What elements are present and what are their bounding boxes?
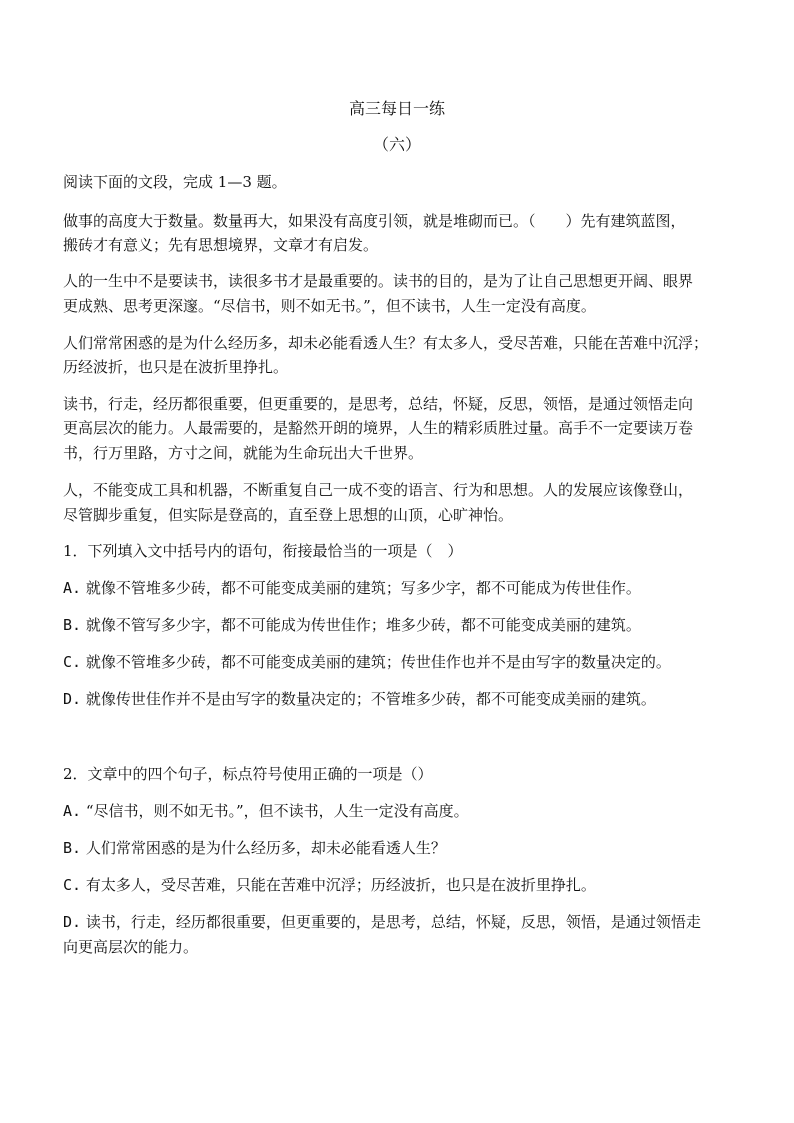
question-1-option-d [63, 689, 743, 709]
passage-line: 搬砖才有意义；先有思想境界，文章才有启发。 [63, 236, 379, 254]
passage-line: 尽管脚步重复，但实际是登高的，直至登上思想的山顶，心旷神怡。 [63, 506, 514, 524]
question-1-option-a [63, 578, 743, 598]
option-letter: D. [63, 690, 82, 708]
question-1-option-b [63, 615, 743, 635]
question-2-option-b [63, 838, 743, 858]
option-text: 有太多人，受尽苦难，只能在苦难中沉浮；历经波折，也只是在波折里挣扎。 [85, 876, 596, 894]
option-letter: D. [63, 913, 82, 931]
passage-line: 历经波折，也只是在波折里挣扎。 [63, 358, 289, 376]
option-letter: A. [63, 802, 82, 820]
passage-line: 做事的高度大于数量。数量再大，如果没有高度引领，就是堆砌而已。（ ）先有建筑蓝图， [63, 212, 686, 230]
option-text: “尽信书，则不如无书。”，但不读书，人生一定没有高度。 [85, 802, 469, 820]
passage-line: 书，行万里路，方寸之间，就能为生命玩出大千世界。 [63, 444, 424, 462]
passage-line: 人，不能变成工具和机器，不断重复自己一成不变的语言、行为和思想。人的发展应该像登山， [63, 481, 694, 499]
option-text: 就像传世佳作并不是由写字的数量决定的；不管堆多少砖，都不可能变成美丽的建筑。 [85, 690, 656, 708]
document-title: 高三每日一练 [348, 99, 445, 118]
option-letter: C. [63, 653, 82, 671]
passage-line: 人们常常困惑的是为什么经历多，却未必能看透人生？有太多人，受尽苦难，只能在苦难中沉浮； [63, 334, 709, 352]
passage-line: 更成熟、思考更深邃。“尽信书，则不如无书。”，但不读书，人生一定没有高度。 [63, 297, 596, 315]
option-letter: C. [63, 876, 82, 894]
option-text: 读书，行走，经历都很重要，但更重要的，是思考，总结，怀疑，反思，领悟，是通过领悟走 [85, 913, 701, 931]
question-1-option-c [63, 652, 743, 672]
option-letter: B. [63, 616, 82, 634]
question-2-option-d [63, 912, 743, 932]
passage-line: 读书，行走，经历都很重要，但更重要的，是思考，总结，怀疑，反思，领悟，是通过领悟走向 [63, 395, 694, 413]
question-1-stem: 1．下列填入文中括号内的语句，衔接最恰当的一项是（ ） [63, 542, 463, 560]
question-2-option-d-continuation: 向更高层次的能力。 [63, 938, 199, 956]
option-text: 人们常常困惑的是为什么经历多，却未必能看透人生？ [85, 839, 446, 857]
option-text: 就像不管堆多少砖，都不可能变成美丽的建筑；传世佳作也并不是由写字的数量决定的。 [85, 653, 671, 671]
question-2-option-c [63, 875, 743, 895]
option-text: 就像不管写多少字，都不可能成为传世佳作；堆多少砖，都不可能变成美丽的建筑。 [85, 616, 641, 634]
option-letter: A. [63, 579, 82, 597]
question-2-stem: 2．文章中的四个句子，标点符号使用正确的一项是（） [63, 765, 433, 783]
passage-line: 人的一生中不是要读书，读很多书才是最重要的。读书的目的，是为了让自己思想更开阔、眼界 [63, 272, 694, 290]
instruction: 阅读下面的文段，完成 1—3 题。 [63, 173, 287, 191]
option-text: 就像不管堆多少砖，都不可能变成美丽的建筑；写多少字，都不可能成为传世佳作。 [85, 579, 641, 597]
passage-line: 更高层次的能力。人最需要的，是豁然开朗的境界，人生的精彩质胜过量。高手不一定要读万卷 [63, 419, 694, 437]
option-letter: B. [63, 839, 82, 857]
question-2-option-a [63, 801, 743, 821]
document-subtitle: （六） [372, 135, 421, 154]
